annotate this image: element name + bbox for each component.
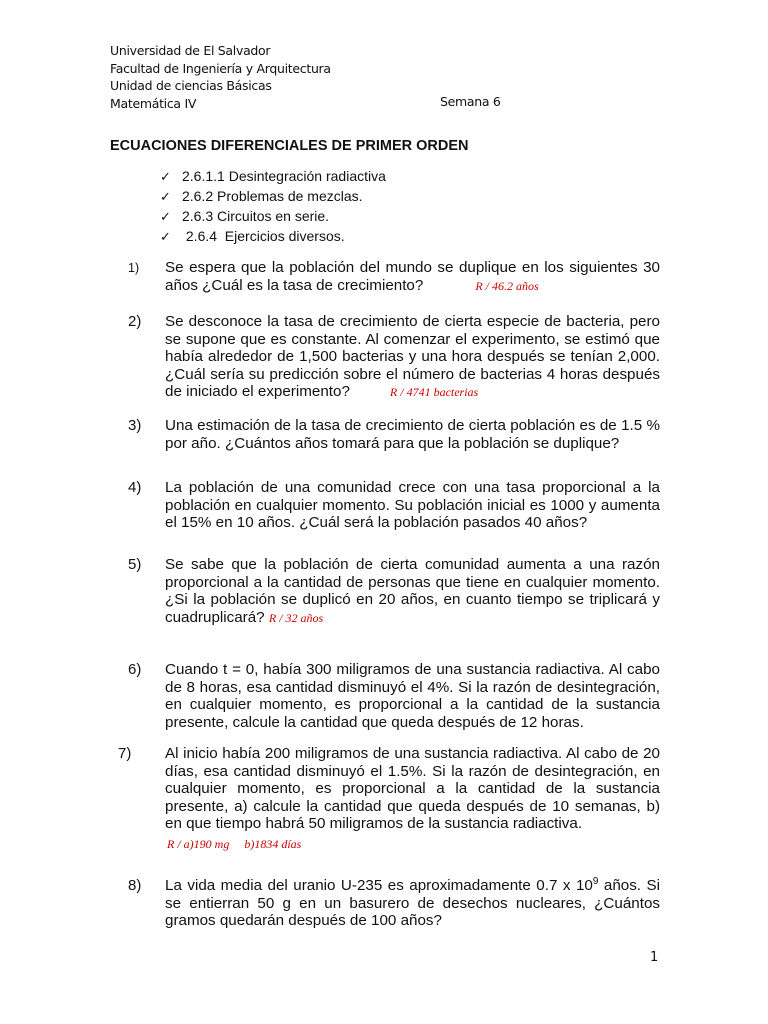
problem-5 (110, 556, 660, 627)
checkmark-icon: ✓ (160, 210, 171, 225)
problem-number: 7) (118, 745, 132, 762)
problem-6 (110, 661, 660, 731)
problem-text: Una estimación de la tasa de crecimiento de cierta población es de 1.5 % por año. ¿Cuántos años tomará para que la población se duplique? (165, 417, 660, 452)
problem-text: Se sabe que la población de cierta comunidad aumenta a una razón proporcional a la cantidad de personas que tiene en cualquier momento. ¿Si la población se duplicó en 20 años, en cuanto tiempo se triplicará y cuadruplicará? (165, 556, 660, 626)
page-number: 1 (650, 950, 659, 965)
problem-number: 2) (128, 313, 142, 330)
problem-7 (110, 745, 660, 853)
problem-number: 5) (128, 556, 142, 573)
topic-item: ✓ 2.6.1.1 Desintegración radiactiva (160, 168, 386, 185)
faculty-name: Facultad de Ingeniería y Arquitectura (110, 60, 331, 76)
problem-text: La población de una comunidad crece con una tasa proporcional a la población en cualquier momento. Su población inicial es 1000 y aumenta el 15% en 10 años. ¿Cuál será la población pasados 40 años? (165, 479, 660, 532)
checkmark-icon: ✓ (160, 190, 171, 205)
problem-text: Se desconoce la tasa de crecimiento de cierta especie de bacteria, pero se supone que es constante. Al comenzar el experimento, se estimó que había alrededor de 1,500 bacterias y una hora después se tenían 2,000. ¿Cuál sería su predicción sobre el número de bacterias 4 horas después de iniciado el experimento? (165, 313, 660, 401)
university-name: Universidad de El Salvador (110, 43, 271, 58)
problem-number: 4) (128, 479, 142, 496)
answer: R / 46.2 años (475, 278, 539, 293)
problem-number: 8) (128, 877, 142, 894)
page-title: ECUACIONES DIFERENCIALES DE PRIMER ORDEN (110, 138, 469, 154)
topic-item: ✓ 2.6.4 Ejercicios diversos. (160, 228, 345, 245)
document-header (110, 42, 331, 112)
problem-2 (110, 313, 660, 402)
problem-text: Cuando t = 0, había 300 miligramos de una sustancia radiactiva. Al cabo de 8 horas, esa cantidad disminuyó el 4%. Si la razón de desintegración, en cualquier momento, es proporcional a la cantidad de la sustancia presente, calcule la cantidad que queda después de 12 horas. (165, 661, 660, 731)
week-label: Semana 6 (440, 94, 501, 109)
problem-number: 1) (128, 261, 140, 275)
unit-name: Unidad de ciencias Básicas (110, 78, 272, 93)
problem-text: Al inicio había 200 miligramos de una sustancia radiactiva. Al cabo de 20 días, esa cantidad disminuyó el 1.5%. Si la razón de desintegración, en cualquier momento, es proporcional a la cantidad de la sustancia presente, a) calcule la cantidad que queda después de 10 semanas, b) en que tiempo habrá 50 miligramos de la sustancia radiactiva. (165, 745, 660, 833)
problem-4 (110, 479, 660, 532)
topic-item: ✓ 2.6.3 Circuitos en serie. (160, 208, 330, 225)
answer: R / a)190 mg b)1834 días (167, 836, 302, 851)
problem-text: Se espera que la población del mundo se duplique en los siguientes 30 años ¿Cuál es la tasa de crecimiento? (165, 259, 660, 294)
problem-3 (110, 417, 660, 452)
problem-8 (110, 877, 660, 930)
checkmark-icon: ✓ (160, 230, 171, 245)
topic-list (160, 167, 386, 247)
checkmark-icon: ✓ (160, 170, 171, 185)
problem-number: 3) (128, 417, 142, 434)
answer: R / 4741 bacterias (389, 385, 479, 400)
problem-number: 6) (128, 661, 142, 678)
course-name: Matemática IV (110, 95, 197, 111)
answer: R / 32 años (268, 610, 324, 625)
topic-item: ✓ 2.6.2 Problemas de mezclas. (160, 188, 363, 205)
problem-text: La vida media del uranio U-235 es aproximadamente 0.7 x $10^9$ años. Si se entierran 50 g en un basurero de desechos nucleares, ¿Cuántos gramos quedarán después de 100 años? (165, 875, 660, 930)
problem-1 (110, 259, 660, 295)
